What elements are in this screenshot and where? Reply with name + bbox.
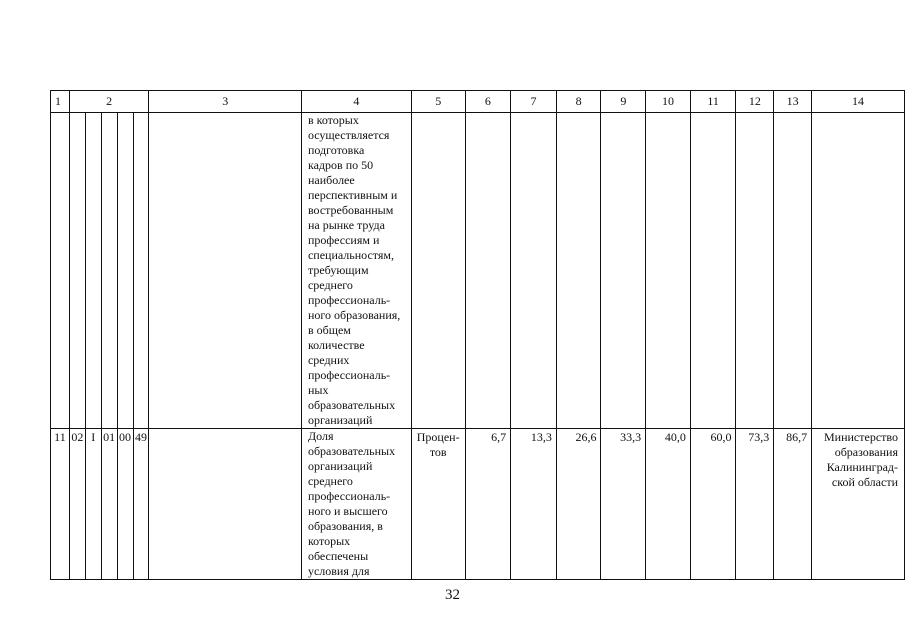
- value-cell: [736, 113, 774, 429]
- value-cell: [646, 113, 691, 429]
- table-row-continued: [51, 113, 905, 429]
- column-number-header-row: [51, 91, 905, 113]
- description-line: образовательных: [307, 398, 396, 412]
- description-line: перспективным и: [307, 188, 398, 202]
- column-header-1: 1: [51, 91, 70, 113]
- value-cell: 73,3: [736, 429, 774, 580]
- code-cell: 02: [69, 429, 85, 580]
- code-cell: [117, 113, 133, 429]
- column-header-2: 2: [69, 91, 149, 113]
- description-line: в которых: [307, 113, 359, 127]
- code-cell: 01: [101, 429, 117, 580]
- column-header-8: 8: [556, 91, 601, 113]
- description-line: востребованным: [307, 203, 394, 217]
- description-line: ных: [307, 383, 329, 397]
- unit-line: Процен-: [416, 430, 460, 444]
- description-line: количестве: [307, 338, 365, 352]
- description-line: средних: [307, 353, 350, 367]
- description-line: ного и высшего: [307, 504, 388, 518]
- value-cell: [556, 113, 601, 429]
- code-cell: 11: [51, 429, 70, 580]
- column-header-4: 4: [301, 91, 411, 113]
- column-header-3: 3: [149, 91, 302, 113]
- value-cell: 6,7: [465, 429, 511, 580]
- responsible-cell: [812, 113, 905, 429]
- value-cell: 40,0: [646, 429, 691, 580]
- description-line: среднего: [307, 474, 353, 488]
- description-line: профессиональ-: [307, 368, 391, 382]
- value-cell: 26,6: [556, 429, 601, 580]
- table-row-indicator-11: [51, 429, 905, 580]
- code-cell: [51, 113, 70, 429]
- description-line: которых: [307, 534, 351, 548]
- description-line: в общем: [307, 323, 351, 337]
- responsible-cell: [812, 429, 905, 580]
- description-line: организаций: [307, 459, 373, 473]
- description-line: обеспечены: [307, 549, 369, 563]
- code-cell: [85, 113, 101, 429]
- column-header-13: 13: [774, 91, 812, 113]
- description-line: кадров по 50: [307, 158, 374, 172]
- description-line: Доля: [307, 429, 334, 443]
- column-header-5: 5: [411, 91, 465, 113]
- indicator-description-cell: [301, 429, 411, 580]
- code-cell: I: [85, 429, 101, 580]
- code-cell: [69, 113, 85, 429]
- description-line: специальностям,: [307, 248, 395, 262]
- description-line: подготовка: [307, 143, 365, 157]
- responsible-line: Калининград-: [826, 460, 898, 474]
- column-header-7: 7: [511, 91, 557, 113]
- code-cell: 00: [117, 429, 133, 580]
- program-indicators-table: [50, 90, 905, 580]
- indicator-description-cell: [301, 113, 411, 429]
- value-cell: [690, 113, 736, 429]
- value-cell: [511, 113, 557, 429]
- unit-line: тов: [429, 445, 447, 459]
- description-line: наиболее: [307, 173, 355, 187]
- column-3-cell: [149, 113, 302, 429]
- description-line: условия для: [307, 564, 370, 578]
- value-cell: 86,7: [774, 429, 812, 580]
- column-header-14: 14: [812, 91, 905, 113]
- unit-cell: [411, 429, 465, 580]
- column-header-6: 6: [465, 91, 511, 113]
- responsible-line: образования: [834, 445, 898, 459]
- description-line: осуществляется: [307, 128, 390, 142]
- value-cell: [465, 113, 511, 429]
- value-cell: [601, 113, 646, 429]
- description-line: профессиям и: [307, 233, 380, 247]
- code-cell: [101, 113, 117, 429]
- value-cell: [774, 113, 812, 429]
- responsible-line: ской области: [831, 475, 898, 489]
- page-number: 32: [445, 587, 460, 603]
- description-line: образования, в: [307, 519, 383, 533]
- responsible-line: Министерство: [824, 430, 898, 444]
- description-line: требующим: [307, 263, 369, 277]
- code-cell: [133, 113, 149, 429]
- description-line: образовательных: [307, 444, 396, 458]
- description-line: ного образования,: [307, 308, 401, 322]
- code-cell: 49: [133, 429, 149, 580]
- value-cell: 60,0: [690, 429, 736, 580]
- description-line: профессиональ-: [307, 489, 391, 503]
- column-header-10: 10: [646, 91, 691, 113]
- description-line: профессиональ-: [307, 293, 391, 307]
- description-line: на рынке труда: [307, 218, 385, 232]
- value-cell: 13,3: [511, 429, 557, 580]
- column-3-cell: [149, 429, 302, 580]
- description-line: организаций: [307, 413, 373, 427]
- column-header-12: 12: [736, 91, 774, 113]
- unit-cell: [411, 113, 465, 429]
- description-line: среднего: [307, 278, 353, 292]
- column-header-11: 11: [690, 91, 736, 113]
- column-header-9: 9: [601, 91, 646, 113]
- value-cell: 33,3: [601, 429, 646, 580]
